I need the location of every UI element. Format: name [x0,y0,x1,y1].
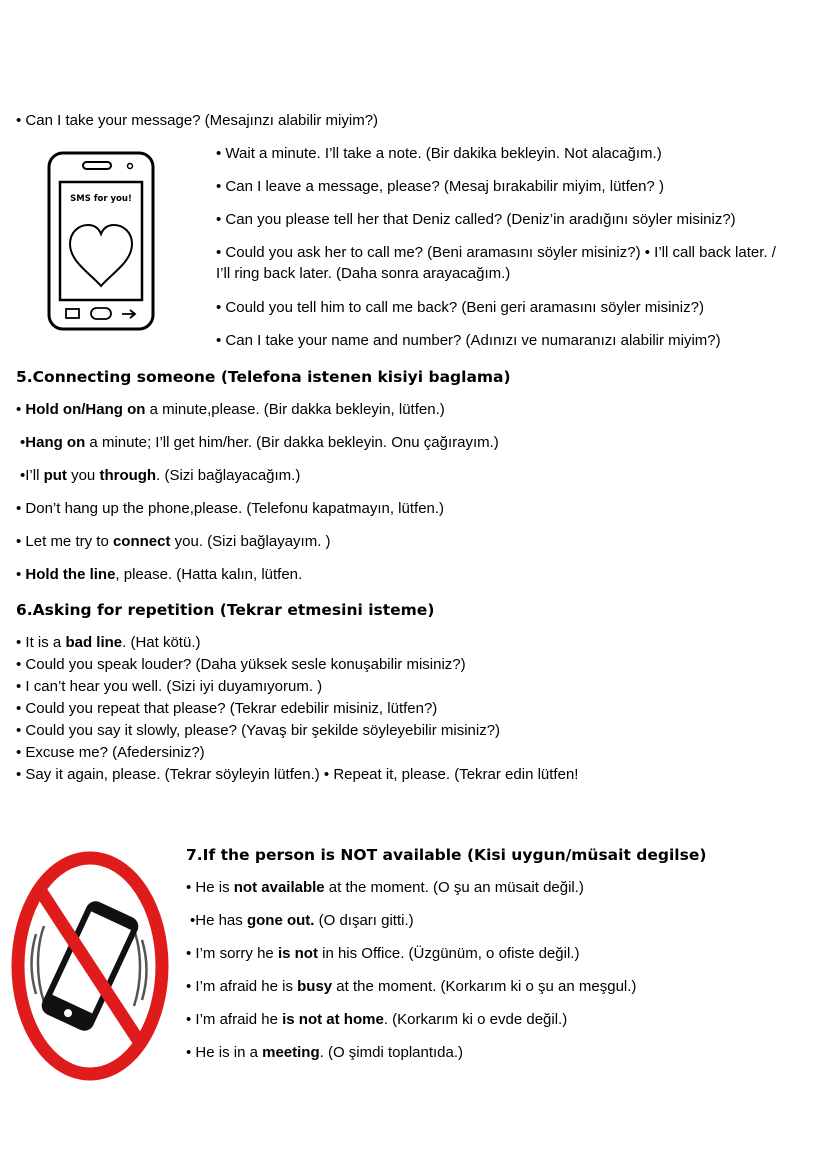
section6-item: • Excuse me? (Afedersiniz?) [16,744,205,761]
section6-item: • I can’t hear you well. (Sizi iyi duyamıyorum. ) [16,678,323,695]
section5-item: •I’ll put you through. (Sizi bağlayacağım.) [20,467,301,484]
phrase-deniz-called: • Can you please tell her that Deniz called? (Deniz’in aradığını söyler misiniz?) [216,211,736,228]
section6-title: 6.Asking for repetition (Tekrar etmesini isteme) [16,601,435,619]
section6-item: • Could you say it slowly, please? (Yavaş bir şekilde söyleyebilir misiniz?) [16,722,501,739]
section7-item: • He is not available at the moment. (O şu an müsait değil.) [186,879,584,896]
phrase-name-number: • Can I take your name and number? (Adınızı ve numaranızı alabilir miyim?) [216,332,721,349]
phrase-wait-minute: • Wait a minute. I’ll take a note. (Bir dakika bekleyin. Not alacağım.) [216,145,662,162]
phrase-ring-back: I’ll ring back later. (Daha sonra arayacağım.) [216,265,511,282]
section5-item: • Don’t hang up the phone,please. (Telefonu kapatmayın, lütfen.) [16,500,445,517]
phone-heart-icon [46,150,156,332]
phrase-leave-message: • Can I leave a message, please? (Mesaj bırakabilir miyim, lütfen? ) [216,178,664,195]
section7-item: • I’m afraid he is busy at the moment. (Korkarım ki o şu an meşgul.) [186,978,637,995]
section5-item: • Hold the line, please. (Hatta kalın, lütfen. [16,566,303,583]
section5-title: 5.Connecting someone (Telefona istenen kisiyi baglama) [16,368,511,386]
section7-item: • He is in a meeting. (O şimdi toplantıda.) [186,1044,464,1061]
section7-item: •He has gone out. (O dışarı gitti.) [190,912,414,929]
section5-item: • Let me try to connect you. (Sizi bağlayayım. ) [16,533,331,550]
phone-screen-label: SMS for you! [70,194,132,204]
section5-item: • Hold on/Hang on a minute,please. (Bir dakka bekleyin, lütfen.) [16,401,445,418]
no-mobile-phone-icon [10,850,170,1082]
section7-item: • I’m afraid he is not at home. (Korkarım ki o evde değil.) [186,1011,568,1028]
section5-item: •Hang on a minute; I’ll get him/her. (Bir dakka bekleyin. Onu çağırayım.) [20,434,499,451]
section7-title: 7.If the person is NOT available (Kisi uygun/müsait degilse) [186,846,707,864]
section6-item: • Say it again, please. (Tekrar söyleyin lütfen.) • Repeat it, please. (Tekrar edin lütfen! [16,766,579,783]
phrase-call-me-back: • Could you tell him to call me back? (Beni geri aramasını söyler misiniz?) [216,299,704,316]
section6-item: • Could you repeat that please? (Tekrar edebilir misiniz, lütfen?) [16,700,438,717]
section6-item: • Could you speak louder? (Daha yüksek sesle konuşabilir misiniz?) [16,656,466,673]
section6-item: • It is a bad line. (Hat kötü.) [16,634,201,651]
phrase-take-message: • Can I take your message? (Mesajınzı alabilir miyim?) [16,112,379,129]
phrase-ask-call-me: • Could you ask her to call me? (Beni aramasını söyler misiniz?) • I’ll call back later. / [216,244,776,261]
section7-item: • I’m sorry he is not in his Office. (Üzgünüm, o ofiste değil.) [186,945,580,962]
